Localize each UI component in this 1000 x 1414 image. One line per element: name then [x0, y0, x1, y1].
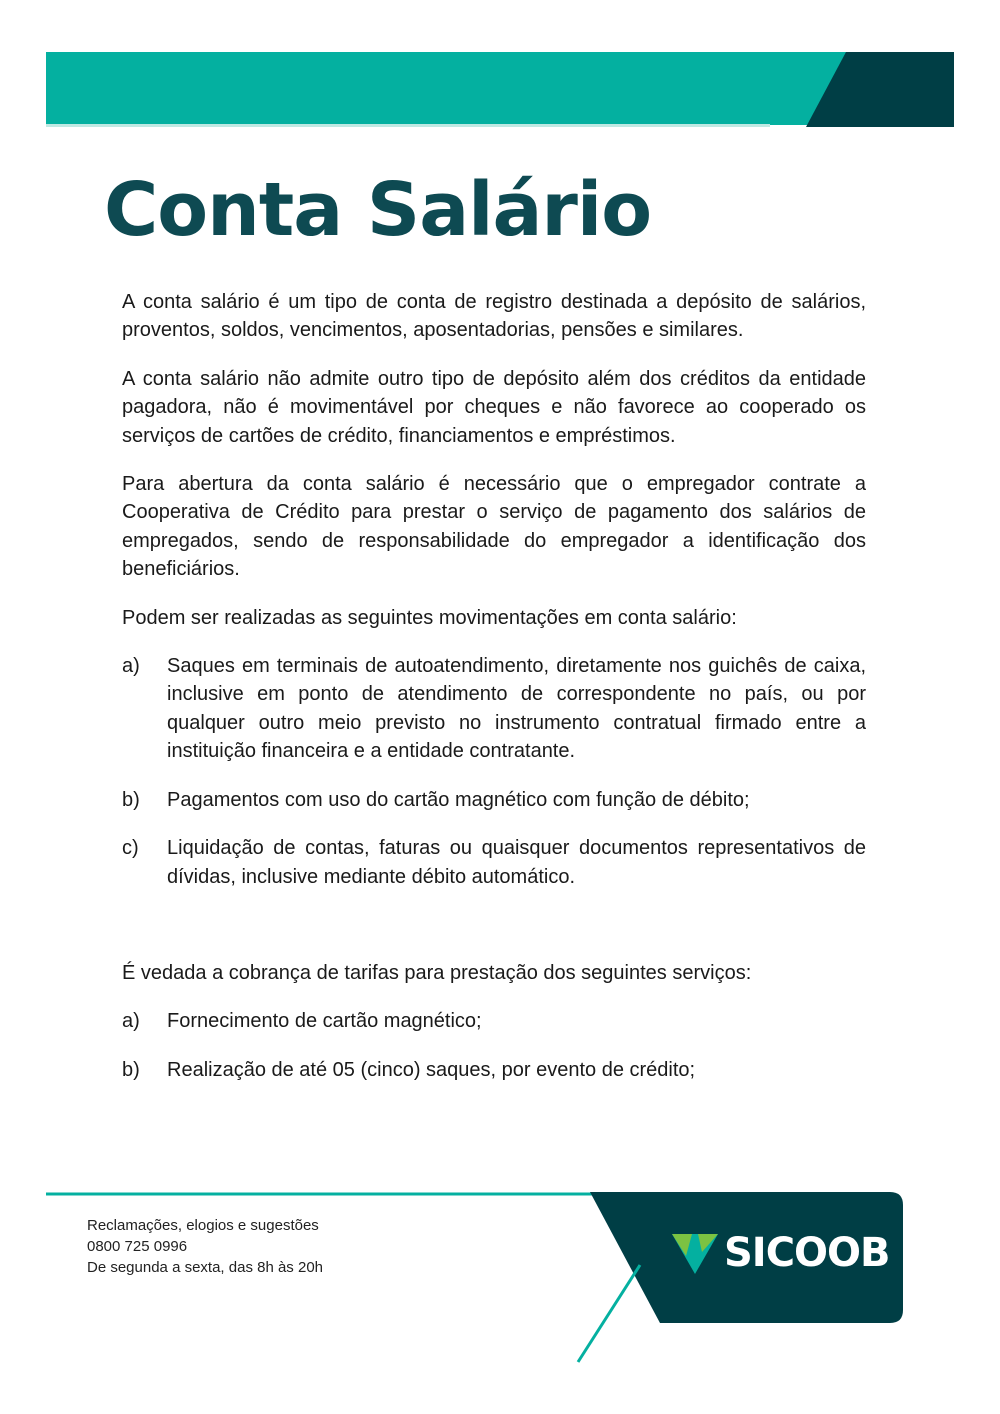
list-marker: a) — [122, 1010, 140, 1033]
footer-decoration — [0, 1180, 1000, 1380]
header-band — [46, 52, 954, 127]
list-item-text: Fornecimento de cartão magnético; — [167, 1010, 482, 1033]
brand-name: SICOOB — [724, 1230, 890, 1276]
list-item-text: Saques em terminais de autoatendimento, diretamente nos guichês de caixa, inclusive em ponto de atendimento de correspondente no país, ou por qualquer outro meio previsto no instrumento contratual firmado entre a instituição financeira e a entidade contratante. — [167, 655, 866, 763]
list-marker: b) — [122, 788, 140, 811]
list-item-text: Realização de até 05 (cinco) saques, por evento de crédito; — [167, 1058, 696, 1081]
footer-hours: De segunda a sexta, das 8h às 20h — [87, 1259, 324, 1276]
page-title: Conta Salário — [104, 167, 652, 253]
footer-phone: 0800 725 0996 — [87, 1238, 188, 1255]
fees-intro: É vedada a cobrança de tarifas para prestação dos seguintes serviços: — [122, 961, 752, 984]
list-item-text: Liquidação de contas, faturas ou quaisquer documentos representativos de dívidas, inclusive mediante débito automático. — [167, 837, 866, 888]
fees-list — [122, 1007, 866, 1084]
document-body — [122, 288, 866, 1104]
movements-list — [122, 652, 866, 891]
list-marker: b) — [122, 1058, 140, 1081]
paragraph: Para abertura da conta salário é necessário que o empregador contrate a Cooperativa de Crédito para prestar o serviço de pagamento dos salários de empregados, sendo de responsabilidade do empregador a identificação dos beneficiários. — [122, 473, 866, 581]
sicoob-logo-icon — [672, 1230, 718, 1276]
list-item — [122, 1056, 866, 1084]
list-item-text: Pagamentos com uso do cartão magnético com função de débito; — [167, 788, 750, 811]
spacer — [122, 911, 866, 959]
paragraph: A conta salário é um tipo de conta de registro destinada a depósito de salários, proventos, soldos, vencimentos, aposentadorias, pensões e similares. — [122, 291, 866, 342]
list-marker: a) — [122, 655, 140, 678]
paragraph: A conta salário não admite outro tipo de depósito além dos créditos da entidade pagadora, não é movimentável por cheques e não favorece ao cooperado os serviços de cartões de crédito, financiamentos e empréstimos. — [122, 367, 866, 447]
sicoob-logo — [672, 1230, 890, 1276]
list-marker: c) — [122, 837, 139, 860]
footer-line: Reclamações, elogios e sugestões — [87, 1217, 319, 1234]
list-item — [122, 1007, 866, 1035]
footer-contact — [87, 1215, 323, 1278]
list-item — [122, 786, 866, 814]
movements-intro: Podem ser realizadas as seguintes movimentações em conta salário: — [122, 606, 737, 629]
list-item — [122, 652, 866, 766]
list-item — [122, 834, 866, 891]
